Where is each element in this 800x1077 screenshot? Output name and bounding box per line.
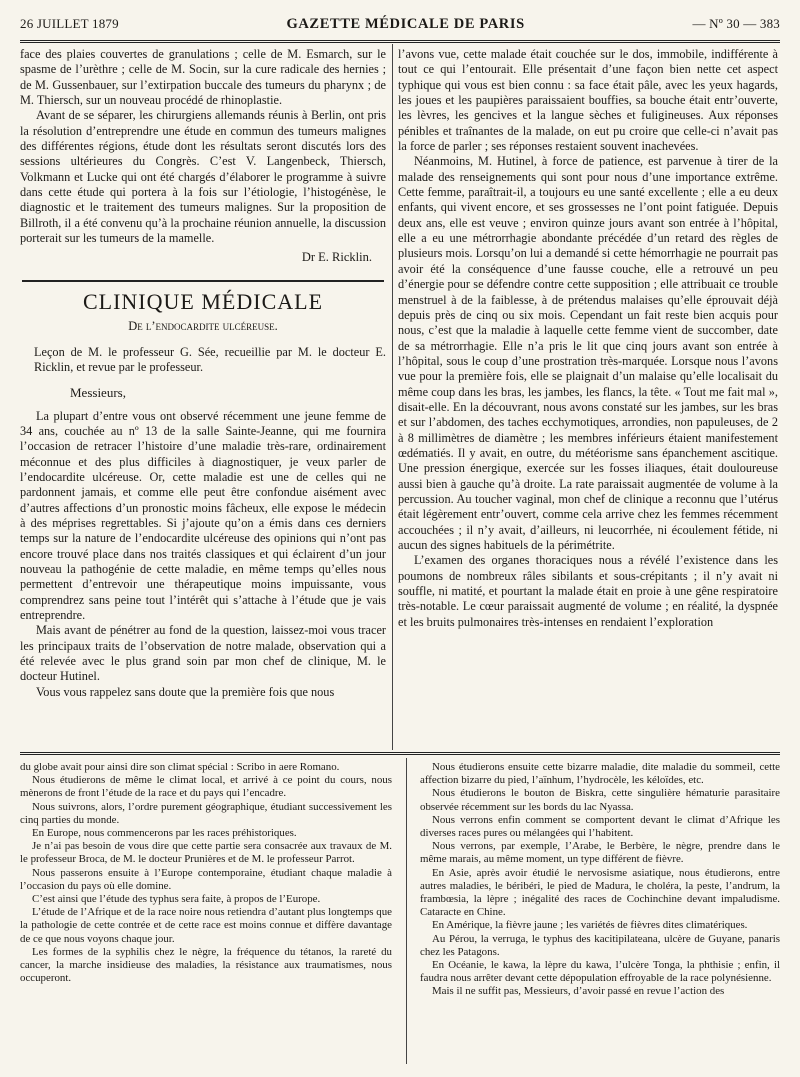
page-header bbox=[20, 16, 780, 38]
salutation: Messieurs, bbox=[70, 385, 126, 401]
paragraph: En Europe, nous commencerons par les races préhistoriques. bbox=[32, 827, 297, 840]
column-divider bbox=[392, 44, 393, 750]
paragraph: Nous verrons, par exemple, l’Arabe, le Berbère, le nègre, prendre dans le même marais, au même moment, un type différent de fièvre. bbox=[420, 840, 780, 866]
paragraph: Je n’ai pas besoin de vous dire que cette partie sera consacrée aux travaux de M. le professeur Broca, de M. le docteur Prunières et de M. le professeur Parrot. bbox=[20, 840, 392, 866]
section-rule bbox=[20, 752, 780, 755]
paragraph: du globe avait pour ainsi dire son climat spécial : Scribo in aere Romano. bbox=[20, 761, 340, 773]
paragraph: Nous étudierons de même le climat local, et arrivé à ce point du cours, nous mènerons de front l’étude de la race et du pays qui l’encadre. bbox=[20, 774, 392, 800]
paragraph: La plupart d’entre vous ont observé récemment une jeune femme de 34 ans, couchée au nº 13 de la salle Sainte-Jeanne, qui me fournira l’occasion de retracer l’histoire d’une maladie très-rare, ordinairement méconnue et des plus difficiles à diagnostiquer, je veux parler de l’endocardite ulcéreuse. Or, cette maladie est une de celles qui ne pardonnent jamais, et comme elle peut être confondue aisément avec d’autres affections d’un pronostic moins fâcheux, elle expose le médecin à des méprises regrettables. Si j’ajoute qu’on a émis dans ces derniers temps sur la nature de l’endocardite ulcéreuse des opinions qui n’ont pas encore trouvé place dans nos traités classiques et qui éclairent d’un jour nouveau la pathogénie de cette maladie, en même temps qu’elles nous permettent d’entrevoir une thérapeutique moins impuissante, vous comprendrez sans peine tout l’intérêt qui s’attache à l’étude que je vais entreprendre. bbox=[20, 408, 386, 622]
paragraph: C’est ainsi que l’étude des typhus sera faite, à propos de l’Europe. bbox=[32, 893, 321, 906]
section-title: CLINIQUE MÉDICALE bbox=[82, 288, 324, 314]
column-left bbox=[20, 47, 386, 700]
paragraph: Nous suivrons, alors, l’ordre purement géographique, étudiant successivement les cinq parties du monde. bbox=[20, 800, 392, 826]
paragraph: l’avons vue, cette malade était couchée sur le dos, immobile, indifférente à tout ce qui l’entourait. Elle présentait d’une façon bien nette cet aspect typhique qui vous est bien connu : sa face était pâle, avec les yeux hagards, les joues et les paupières paraissaient bouffies, sa bouche était entr’ouverte, les lèvres, les gencives et la langue sèches et fuligineuses. Aux réponses pénibles et traînantes de la malade, on eut pu croire que celle-ci n’avait pas la force de parler ; ses réponses restaient souvent inachevées. bbox=[398, 47, 778, 154]
paragraph: Néanmoins, M. Hutinel, à force de patience, est parvenue à tirer de la malade des renseignements qui sont pour nous d’une importance extrême. Cette femme, paraîtrait-il, a toujours eu une santé excellente ; elle a eu deux enfants, qui vivent encore, et ses grossesses ne l’ont point fatiguée. Depuis deux ans, elle est veuve ; environ quinze jours avant son entrée à l’hôpital, elle a eu une métrorrhagie abondante précédée d’un retard des règles de plusieurs mois. Lorsqu’on lui a demandé si cette hémorrhagie ne pourrait pas avoir été la conséquence d’une fausse couche, elle a retrouvé un peu d’énergie pour se défendre contre cette supposition ; elle attribuait ce trouble menstruel à de la faiblesse, à de prétendus malaises qu’elle éprouvait déjà depuis près de cinq ou six mois. Cependant un fait reste bien acquis pour nous, c’est que la maladie à laquelle cette femme vient de succomber, date de sa métrorrhagie. Elle n’a pris le lit que cinq jours avant son entrée à l’hôpital, sous le coup d’une prostration très-marquée. Lorsque nous l’avons vue pour la première fois, elle se plaignait d’un malaise qu’elle localisait du même coup dans les bras, les jambes, les flancs, la tête. « Tout me fait mal », disait-elle. En la découvrant, nous avons constaté sur les jambes, sur les bras et sur l’abdomen, des taches ecchymotiques, arrondies, non papuleuses, de 2 à 8 millimètres de diamètre ; les membres inférieurs étaient manifestement œdématiés. Il y avait, en outre, du météorisme sans épanchement ascitique. Une pression énergique, exercée sur les fosses iliaques, était douloureuse aussi bien à gauche qu’à droite. La rate paraissait augmentée de volume à la percussion. Au toucher vaginal, mon chef de clinique a reconnu que l’utérus était légèrement entr’ouvert, comme cela arrive chez les femmes récemment accouchées ; il n’y avait, d’ailleurs, ni leucorrhée, ni écoulement fétide, ni aucun des signes habituels de la périmétrite. bbox=[398, 154, 778, 552]
paragraph: face des plaies couvertes de granulations ; celle de M. Esmarch, sur le spasme de l’urèthre ; celle de M. Socin, sur la cure radicale des hernies ; de M. Gussenbauer, sur l’extirpation buccale des tumeurs du pharynx ; de M. Thiersch, sur un nouveau procédé de rhinoplastie. bbox=[20, 47, 386, 108]
paragraph: Nous verrons enfin comment se comportent devant le climat d’Afrique les diverses races pures ou mélangées qui l’habitent. bbox=[420, 813, 780, 840]
paragraph: En Asie, après avoir étudié le nervosisme asiatique, nous étudierons, entre autres maladies, le béribéri, le pied de Madura, le choléra, la peste, l’andrum, la frambœsia, la lèpre ; inégalité des races de Cochinchine devant impaludisme. Cataracte en Chine. bbox=[420, 866, 780, 919]
header-title: GAZETTE MÉDICALE DE PARIS bbox=[286, 16, 525, 32]
paragraph: L’examen des organes thoraciques nous a révélé l’existence dans les poumons de nombreux râles sibilants et sous-crépitants ; il n’y avait ni souffle, ni matité, et pourtant la malade était en proie à une gêne respiratoire très-notable. Le cœur paraissait augmenté de volume ; en réalité, la dyspnée et les bruits pulmonaires très-intenses en rendaient l’exploration bbox=[398, 553, 778, 629]
header-issue: — Nº 30 — 383 bbox=[692, 16, 780, 31]
paragraph: Au Pérou, la verruga, le typhus des kacitipilateana, ulcère de Guyane, panaris chez les Patagons. bbox=[420, 932, 780, 958]
header-rule bbox=[20, 40, 780, 43]
lower-column-left bbox=[20, 761, 392, 985]
paragraph: L’étude de l’Afrique et de la race noire nous retiendra d’autant plus longtemps que la pathologie de cette contrée et de cette race est moins connue et diffère davantage de ce que nous voyons chaque jour. bbox=[20, 906, 392, 945]
lower-column-divider bbox=[406, 758, 407, 1064]
paragraph: Nous étudierons ensuite cette bizarre maladie, dite maladie du sommeil, cette affection bizarre du pied, l’aïnhum, l’hydrocèle, les kéloïdes, etc. bbox=[420, 761, 780, 787]
lower-column-right bbox=[420, 761, 780, 999]
paragraph: En Océanie, le kawa, la lèpre du kawa, l’ulcère Tonga, la phthisie ; enfin, il faudra nous arrêter devant cette dépopulation effroyable de la race polynésienne. bbox=[420, 959, 780, 985]
paragraph: Vous vous rappelez sans doute que la première fois que nous bbox=[36, 684, 335, 699]
paragraph: En Amérique, la fièvre jaune ; les variétés de fièvres dites climatériques. bbox=[432, 919, 748, 932]
paragraph: Nous passerons ensuite à l’Europe contemporaine, étudiant chaque maladie à l’occasion du pays où elle domine. bbox=[20, 866, 392, 892]
header-date: 26 JUILLET 1879 bbox=[20, 16, 119, 31]
column-right bbox=[398, 47, 778, 630]
author-signature: Dr E. Ricklin. bbox=[301, 250, 372, 265]
section-heading-box bbox=[22, 280, 384, 335]
paragraph: Nous étudierons le bouton de Biskra, cette singulière hématurie parasitaire observée récemment sur les bords du lac Nyassa. bbox=[420, 787, 780, 813]
lecture-credit: Leçon de M. le professeur G. Sée, recueillie par M. le docteur E. Ricklin, et revue par le professeur. bbox=[34, 344, 386, 374]
section-subtitle: De l’endocardite ulcéreuse. bbox=[128, 319, 278, 334]
paragraph: Mais avant de pénétrer au fond de la question, laissez-moi vous tracer les principaux traits de l’observation de notre malade, observation qui a été relevée avec le plus grand soin par mon chef de clinique, M. le docteur Hutinel. bbox=[20, 623, 386, 684]
paragraph: Avant de se séparer, les chirurgiens allemands réunis à Berlin, ont pris la résolution d’entreprendre une étude en commun des tumeurs malignes des différentes régions, étude dont les résultats seront discutés lors des sessions ultérieures du Congrès. C’est V. Langenbeck, Thiersch, Volkmann et Lucke qui ont été chargés d’élaborer le programme à suivre dans cette étude qui portera à la fois sur l’étiologie, l’histogénèse, le diagnostic et le traitement des tumeurs malignes. Sur la proposition de Billroth, il a été convenu qu’à la prochaine réunion annuelle, la discussion porterait sur les tumeurs de la mamelle. bbox=[20, 108, 386, 246]
paragraph: Les formes de la syphilis chez le nègre, la fréquence du tétanos, la rareté du cancer, la marche insidieuse des maladies, la résistance aux traumatismes, nous occuperont. bbox=[20, 945, 392, 985]
paragraph: Mais il ne suffit pas, Messieurs, d’avoir passé en revue l’action des bbox=[432, 985, 725, 998]
